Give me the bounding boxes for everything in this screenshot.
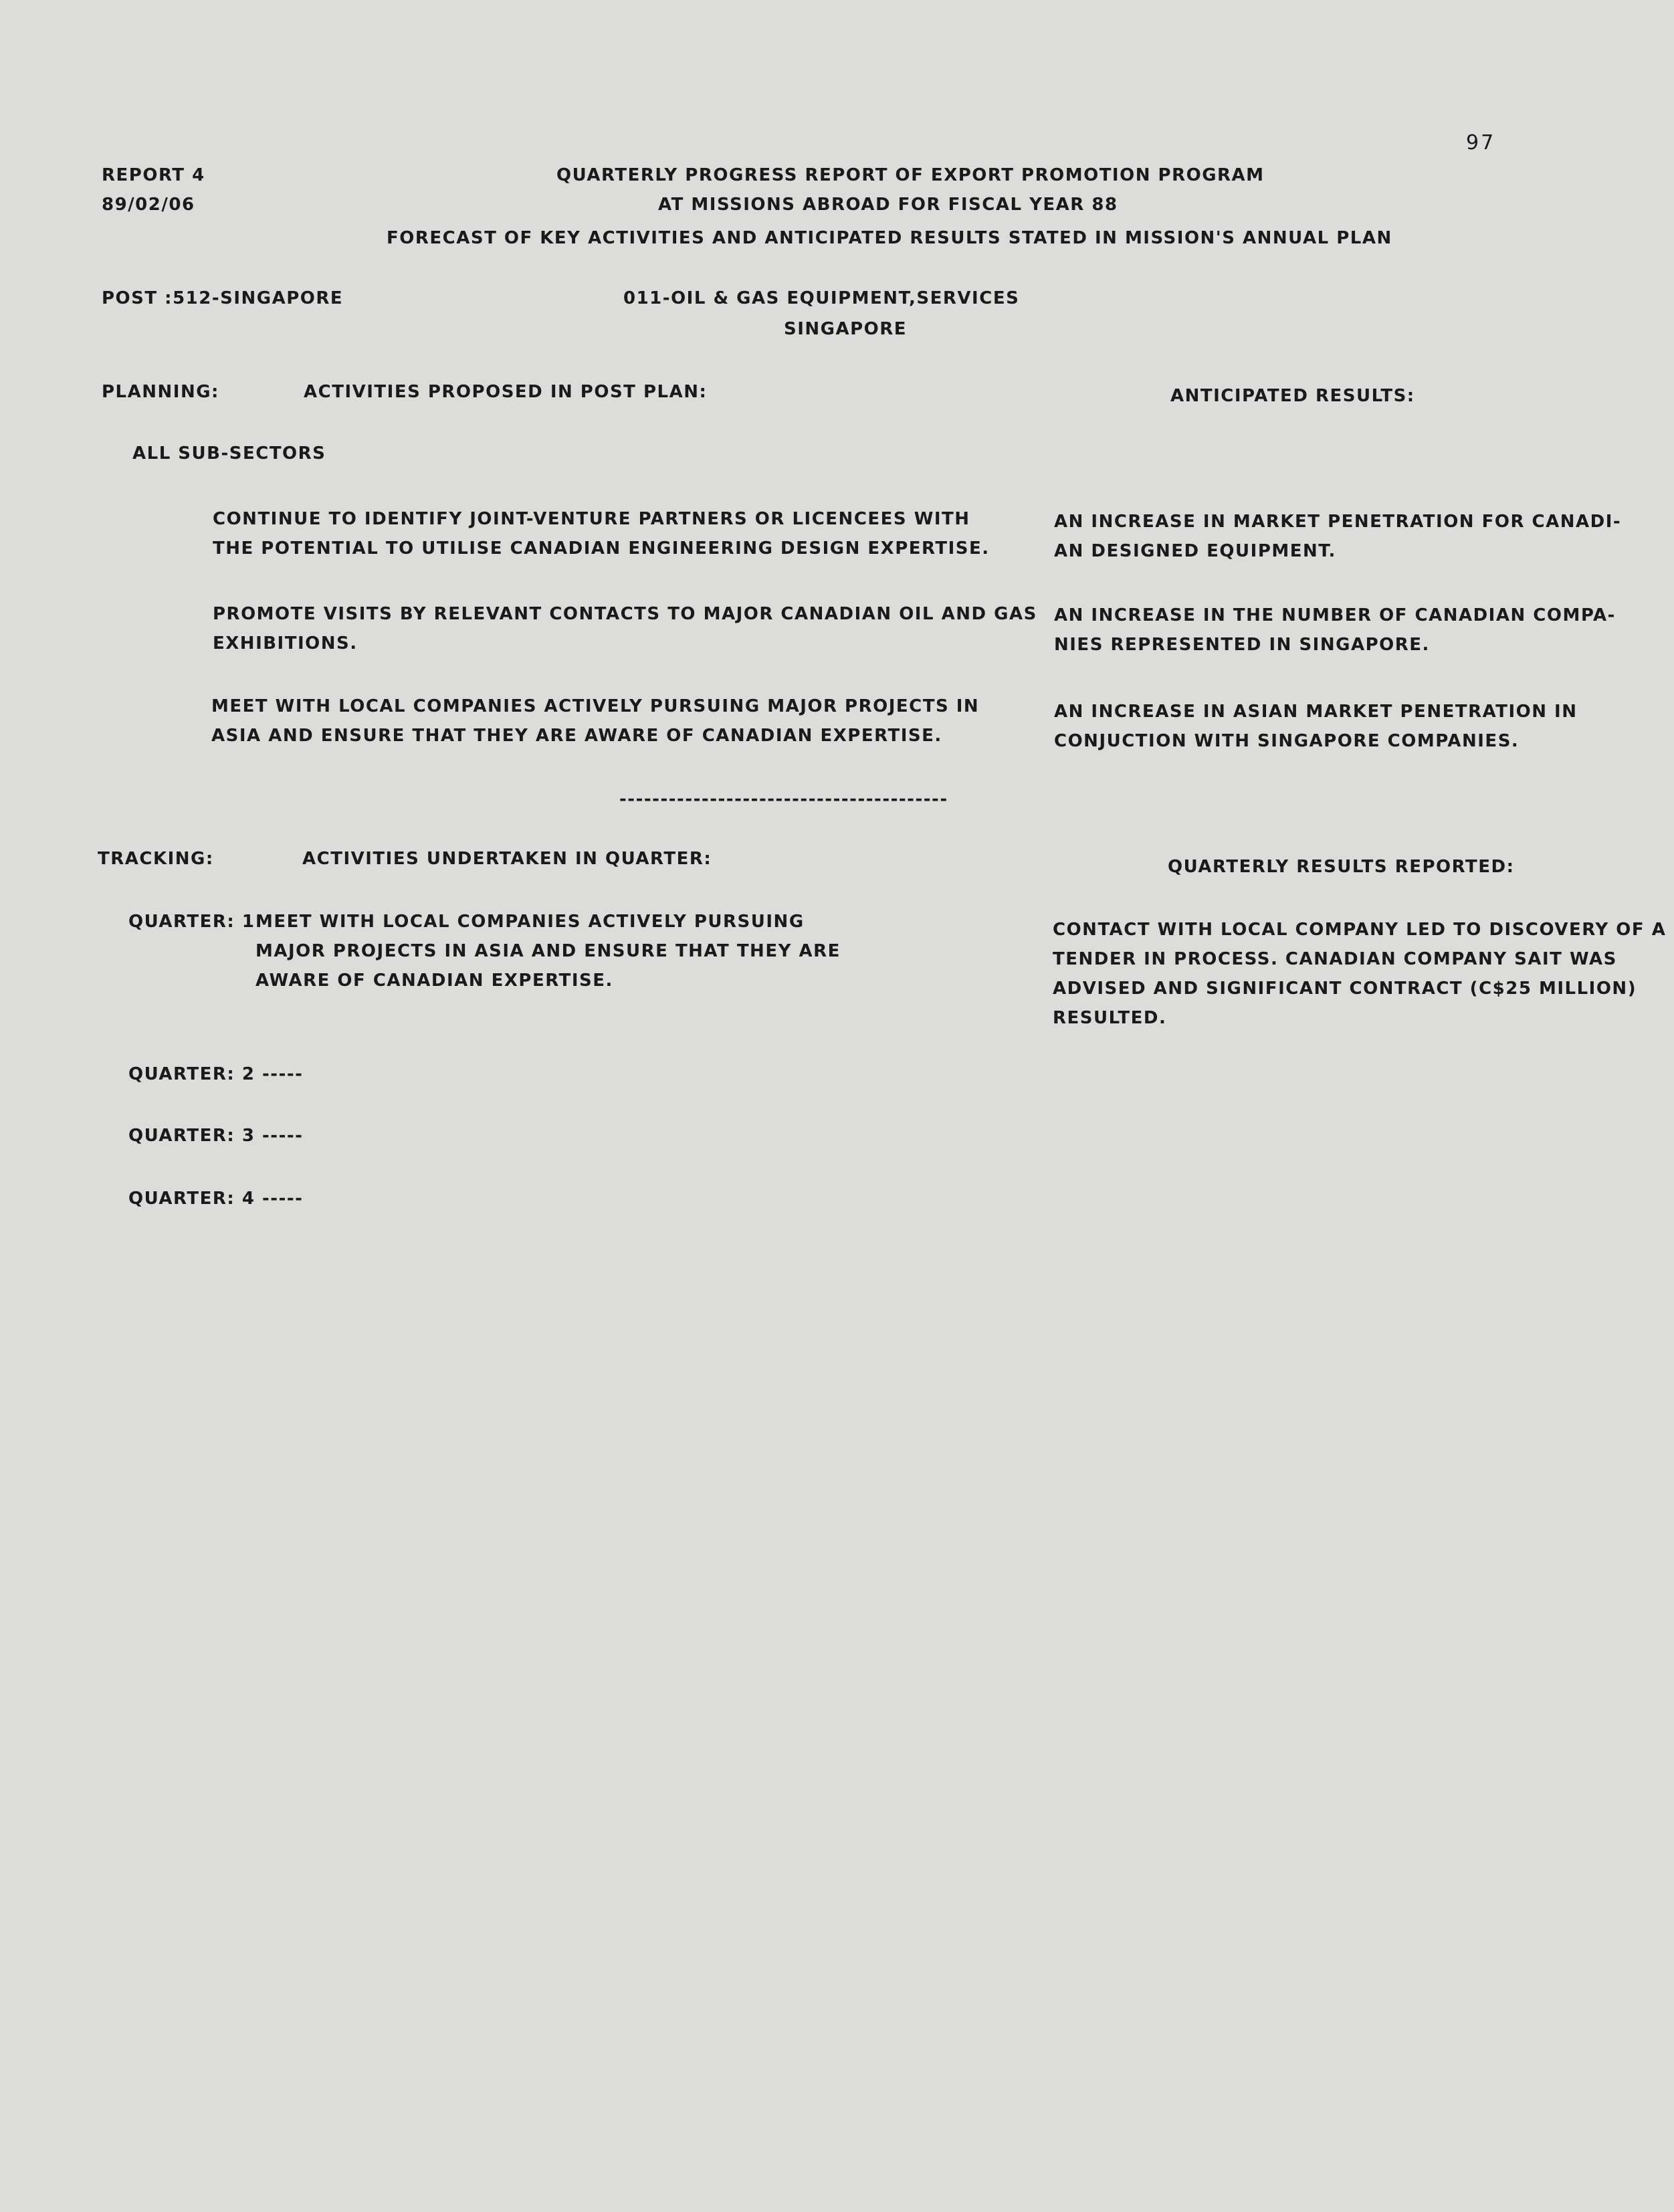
report-title-line3: FORECAST OF KEY ACTIVITIES AND ANTICIPATED RESULTS STATED IN MISSION'S ANNUAL PLAN: [387, 228, 1392, 248]
planning-results-heading: ANTICIPATED RESULTS:: [1170, 386, 1415, 406]
planning-activity-1: CONTINUE TO IDENTIFY JOINT-VENTURE PARTNERS OR LICENCEES WITH THE POTENTIAL TO UTILISE CANADIAN ENGINEERING DESIGN EXPERTISE.: [213, 509, 990, 559]
planning-activities-heading: ACTIVITIES PROPOSED IN POST PLAN:: [304, 382, 708, 402]
planning-label: PLANNING:: [102, 382, 219, 402]
quarter-2-line: QUARTER: 2 -----: [128, 1064, 304, 1084]
quarter-1-result: CONTACT WITH LOCAL COMPANY LED TO DISCOVERY OF A TENDER IN PROCESS. CANADIAN COMPANY SAIT WAS ADVISED AND SIGNIFICANT CONTRACT (C$25 MILLION) RESULTED.: [1053, 920, 1667, 1028]
report-id: REPORT 4: [102, 165, 205, 185]
tracking-results-heading: QUARTERLY RESULTS REPORTED:: [1168, 857, 1515, 877]
post-label: POST :512-SINGAPORE: [102, 288, 344, 308]
planning-activity-3: MEET WITH LOCAL COMPANIES ACTIVELY PURSUING MAJOR PROJECTS IN ASIA AND ENSURE THAT THEY ARE AWARE OF CANADIAN EXPERTISE.: [211, 696, 980, 746]
location-label: SINGAPORE: [784, 319, 908, 339]
planning-result-3: AN INCREASE IN ASIAN MARKET PENETRATION IN CONJUCTION WITH SINGAPORE COMPANIES.: [1054, 702, 1578, 751]
planning-result-2: AN INCREASE IN THE NUMBER OF CANADIAN COMPA- NIES REPRESENTED IN SINGAPORE.: [1054, 605, 1616, 655]
quarter-1-label: QUARTER: 1: [128, 912, 255, 932]
planning-activity-2: PROMOTE VISITS BY RELEVANT CONTACTS TO MAJOR CANADIAN OIL AND GAS EXHIBITIONS.: [213, 604, 1037, 653]
planning-result-1: AN INCREASE IN MARKET PENETRATION FOR CANADI- AN DESIGNED EQUIPMENT.: [1054, 512, 1622, 561]
report-date: 89/02/06: [102, 195, 195, 215]
report-title-line2: AT MISSIONS ABROAD FOR FISCAL YEAR 88: [658, 195, 1118, 215]
sector-label: 011-OIL & GAS EQUIPMENT,SERVICES: [623, 288, 1020, 308]
section-separator: ----------------------------------------: [619, 789, 948, 809]
tracking-activities-heading: ACTIVITIES UNDERTAKEN IN QUARTER:: [302, 849, 712, 869]
subsector-label: ALL SUB-SECTORS: [132, 443, 326, 464]
page-number: 97: [1466, 131, 1496, 155]
tracking-label: TRACKING:: [98, 849, 214, 869]
report-title-line1: QUARTERLY PROGRESS REPORT OF EXPORT PROMOTION PROGRAM: [556, 165, 1265, 185]
quarter-3-line: QUARTER: 3 -----: [128, 1126, 304, 1146]
quarter-1-activity: MEET WITH LOCAL COMPANIES ACTIVELY PURSUING MAJOR PROJECTS IN ASIA AND ENSURE THAT THEY ARE AWARE OF CANADIAN EXPERTISE.: [255, 912, 841, 991]
quarter-4-line: QUARTER: 4 -----: [128, 1189, 304, 1209]
